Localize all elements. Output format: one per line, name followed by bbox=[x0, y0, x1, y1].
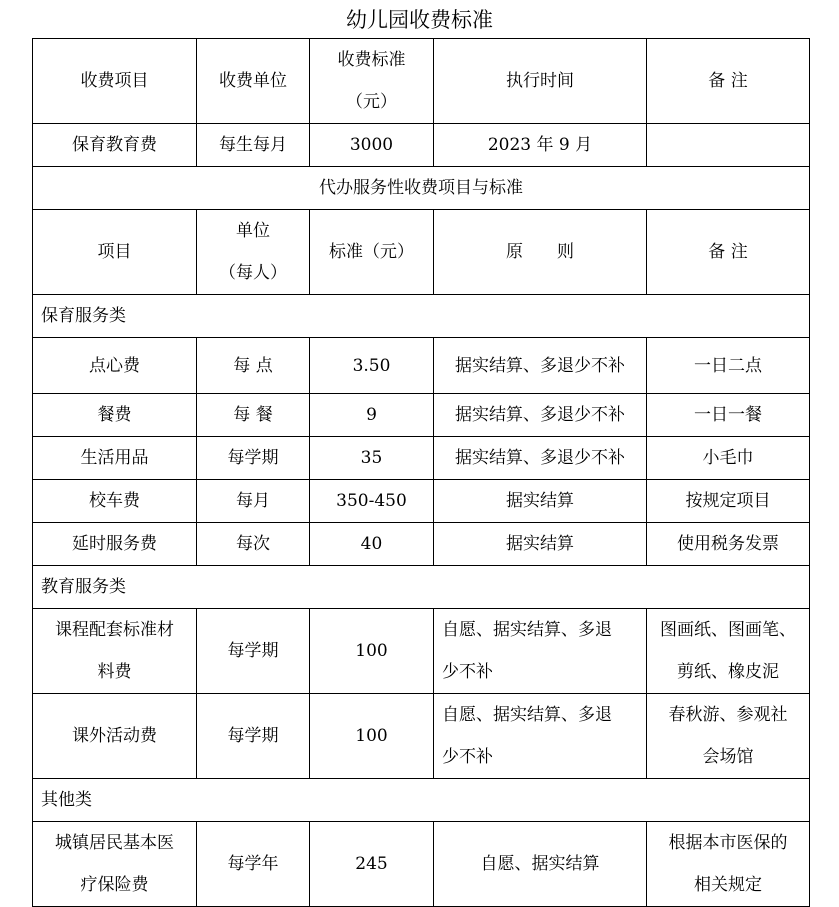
row-standard: 245 bbox=[310, 822, 434, 907]
row-unit: 每 点 bbox=[197, 338, 310, 394]
row-item: 课外活动费 bbox=[33, 694, 197, 779]
row-principle: 据实结算、多退少不补 bbox=[434, 437, 647, 480]
table-row bbox=[33, 338, 810, 394]
row-standard: 100 bbox=[310, 609, 434, 694]
agency-header-principle: 原 则 bbox=[434, 210, 647, 295]
row-note bbox=[647, 609, 810, 694]
table-row bbox=[33, 523, 810, 566]
main-standard: 3000 bbox=[310, 124, 434, 167]
row-note-line2: 剪纸、橡皮泥 bbox=[677, 662, 779, 682]
row-item: 点心费 bbox=[33, 338, 197, 394]
table-row bbox=[33, 694, 810, 779]
row-item: 生活用品 bbox=[33, 437, 197, 480]
document-title: 幼儿园收费标准 bbox=[346, 8, 493, 32]
row-note-line2: 相关规定 bbox=[694, 875, 762, 895]
row-item: 校车费 bbox=[33, 480, 197, 523]
section-row-education bbox=[33, 566, 810, 609]
row-item-line1: 课程配套标准材 bbox=[55, 620, 174, 640]
row-principle bbox=[434, 694, 647, 779]
row-standard: 100 bbox=[310, 694, 434, 779]
row-unit: 每次 bbox=[197, 523, 310, 566]
row-item bbox=[33, 609, 197, 694]
row-note bbox=[647, 694, 810, 779]
main-unit: 每生每月 bbox=[197, 124, 310, 167]
agency-header-row bbox=[33, 210, 810, 295]
agency-title: 代办服务性收费项目与标准 bbox=[33, 167, 810, 210]
table-row bbox=[33, 437, 810, 480]
row-note: 一日一餐 bbox=[647, 394, 810, 437]
main-item: 保育教育费 bbox=[33, 124, 197, 167]
row-unit: 每学期 bbox=[197, 437, 310, 480]
row-item-line2: 疗保险费 bbox=[80, 875, 149, 895]
section-row-care bbox=[33, 295, 810, 338]
row-principle: 据实结算 bbox=[434, 523, 647, 566]
header-item: 收费项目 bbox=[33, 39, 197, 124]
agency-header-item: 项目 bbox=[33, 210, 197, 295]
row-standard: 3.50 bbox=[310, 338, 434, 394]
row-principle-line1: 自愿、据实结算、多退 bbox=[442, 620, 612, 640]
row-principle-line2: 少不补 bbox=[442, 662, 493, 682]
table-row bbox=[33, 480, 810, 523]
row-principle-line2: 少不补 bbox=[442, 747, 493, 767]
header-unit: 收费单位 bbox=[197, 39, 310, 124]
row-note-line2: 会场馆 bbox=[702, 747, 754, 767]
row-note-line1: 春秋游、参观社 bbox=[668, 705, 788, 725]
main-fee-row bbox=[33, 124, 810, 167]
row-standard: 40 bbox=[310, 523, 434, 566]
fee-standard-table bbox=[32, 38, 810, 907]
row-unit: 每学期 bbox=[197, 694, 310, 779]
table-row bbox=[33, 394, 810, 437]
main-note bbox=[647, 124, 810, 167]
row-principle-line1: 自愿、据实结算、多退 bbox=[442, 705, 612, 725]
row-principle: 据实结算、多退少不补 bbox=[434, 394, 647, 437]
row-note bbox=[647, 822, 810, 907]
row-item: 餐费 bbox=[33, 394, 197, 437]
row-principle: 据实结算、多退少不补 bbox=[434, 338, 647, 394]
agency-header-unit bbox=[197, 210, 310, 295]
agency-header-unit-line2: （每人） bbox=[219, 263, 287, 283]
header-note: 备 注 bbox=[647, 39, 810, 124]
row-principle bbox=[434, 609, 647, 694]
header-standard bbox=[310, 39, 434, 124]
row-item: 延时服务费 bbox=[33, 523, 197, 566]
header-standard-line2: （元） bbox=[346, 92, 397, 112]
row-item-line2: 料费 bbox=[97, 662, 132, 682]
main-time: 2023 年 9 月 bbox=[434, 124, 647, 167]
agency-header-unit-line1: 单位 bbox=[236, 221, 270, 241]
row-unit: 每 餐 bbox=[197, 394, 310, 437]
agency-title-row bbox=[33, 167, 810, 210]
row-principle: 自愿、据实结算 bbox=[434, 822, 647, 907]
row-standard: 350-450 bbox=[310, 480, 434, 523]
row-standard: 35 bbox=[310, 437, 434, 480]
section-row-other bbox=[33, 779, 810, 822]
section-title-care: 保育服务类 bbox=[33, 295, 810, 338]
table-row bbox=[33, 822, 810, 907]
agency-header-note: 备 注 bbox=[647, 210, 810, 295]
row-unit: 每月 bbox=[197, 480, 310, 523]
agency-header-standard: 标准（元） bbox=[310, 210, 434, 295]
row-unit: 每学期 bbox=[197, 609, 310, 694]
row-note: 按规定项目 bbox=[647, 480, 810, 523]
row-note: 一日二点 bbox=[647, 338, 810, 394]
row-item bbox=[33, 822, 197, 907]
header-standard-line1: 收费标准 bbox=[337, 50, 406, 70]
section-title-education: 教育服务类 bbox=[33, 566, 810, 609]
row-standard: 9 bbox=[310, 394, 434, 437]
row-principle: 据实结算 bbox=[434, 480, 647, 523]
row-note-line1: 图画纸、图画笔、 bbox=[660, 620, 796, 640]
row-note: 使用税务发票 bbox=[647, 523, 810, 566]
main-header-row bbox=[33, 39, 810, 124]
row-note-line1: 根据本市医保的 bbox=[668, 833, 788, 853]
table-row bbox=[33, 609, 810, 694]
header-time: 执行时间 bbox=[434, 39, 647, 124]
row-item-line1: 城镇居民基本医 bbox=[55, 833, 174, 853]
row-unit: 每学年 bbox=[197, 822, 310, 907]
row-note: 小毛巾 bbox=[647, 437, 810, 480]
section-title-other: 其他类 bbox=[33, 779, 810, 822]
